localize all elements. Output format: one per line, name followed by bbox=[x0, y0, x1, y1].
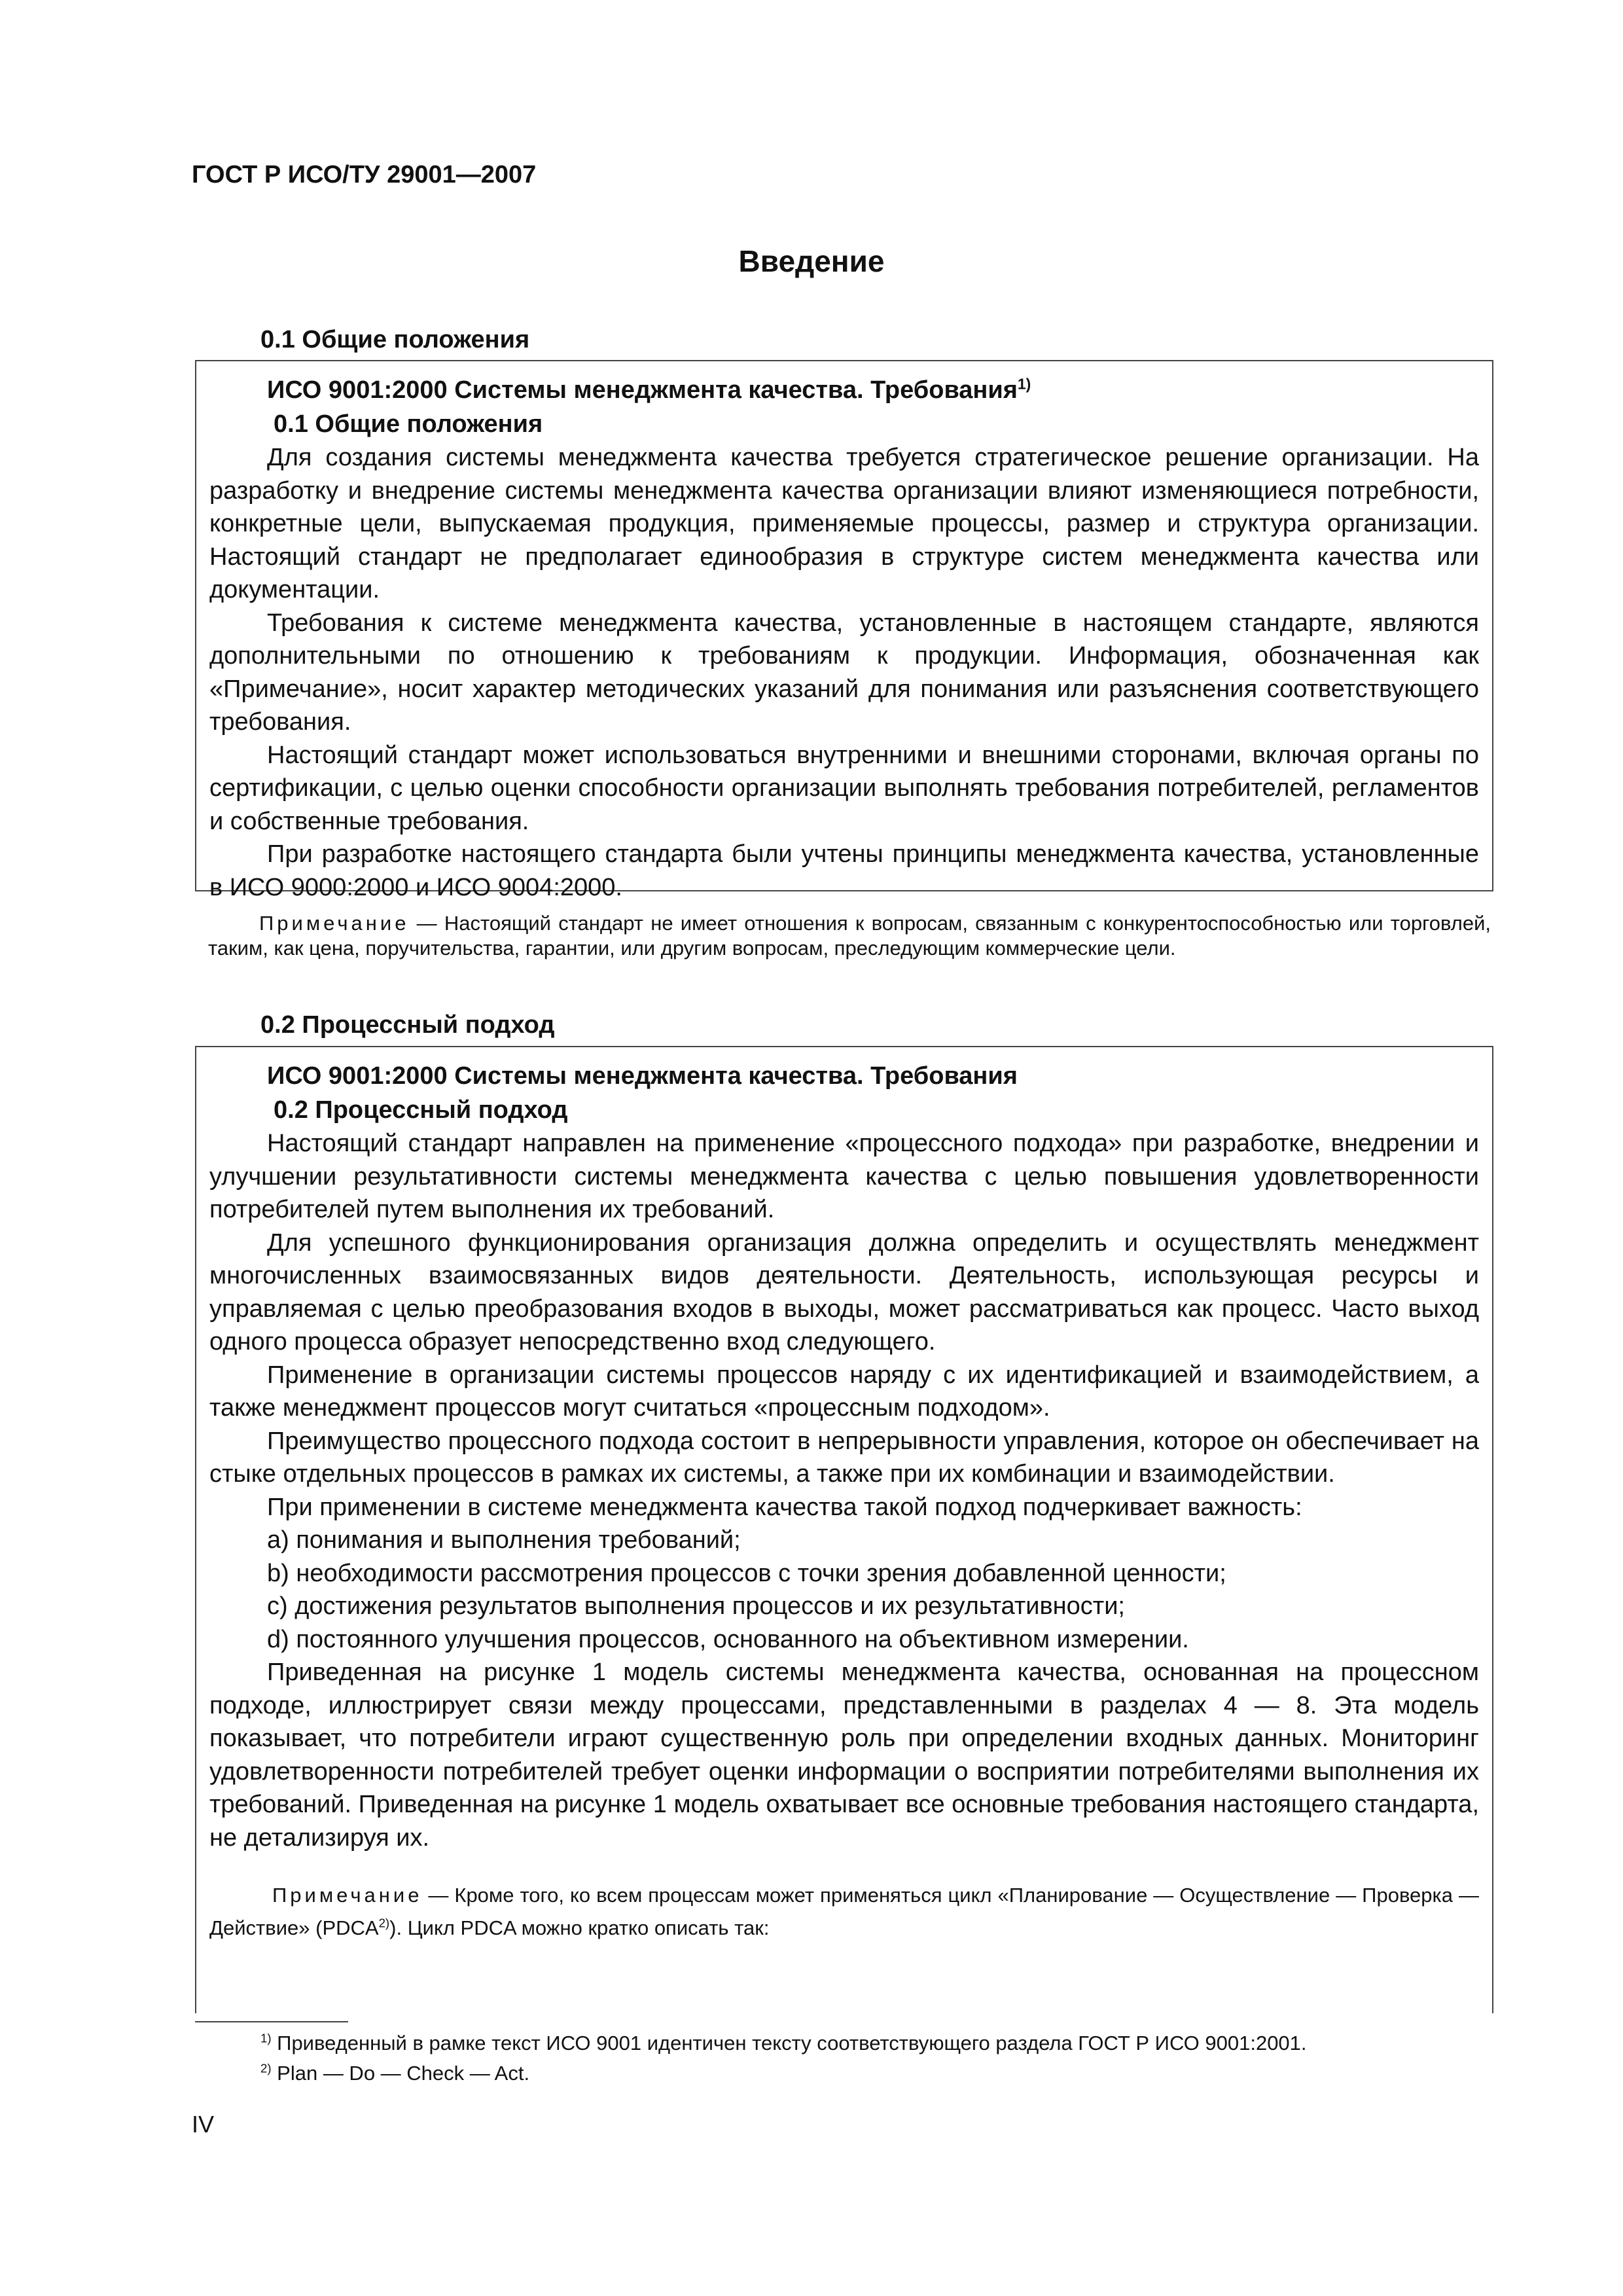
paragraph: Преимущество процессного подхода состоит в непрерывности управления, которое он обеспечивает на стыке отдельных процессов в рамках их системы, а также при их комбинации и взаимодействии. bbox=[209, 1427, 1479, 1488]
paragraph: Настоящий стандарт может использоваться внутренними и внешними сторонами, включая органы по сертификации, с целью оценки способности организации выполнять требования потребителей, регламентов и собственные требования. bbox=[209, 741, 1479, 835]
paragraph: Для успешного функционирования организация должна определить и осуществлять менеджмент многочисленных взаимосвязанных видов деятельности. Деятельность, использующая ресурсы и управляемая с целью преобразования входов в выходы, может рассматриваться как процесс. Часто выход одного процесса образует непосредственно вход следующего. bbox=[209, 1229, 1479, 1355]
box-title: ИСО 9001:2000 Системы менеджмента качества. Требования$^{1)}$ bbox=[267, 375, 1031, 404]
paragraph: При разработке настоящего стандарта были учтены принципы менеджмента качества, установленные в ИСО 9000:2000 и ИСО 9004:2000. bbox=[209, 840, 1479, 901]
footnote-divider bbox=[195, 2021, 348, 2022]
paragraph: Приведенная на рисунке 1 модель системы менеджмента качества, основанная на процессном подходе, иллюстрирует связи между процессами, представленными в разделах 4 — 8. Эта модель показывает, что потребители играют существенную роль при определении входных данных. Мониторинг удовлетворенности потребителей требует оценки информации о восприятии потребителями выполнения их требований. Приведенная на рисунке 1 модель охватывает все основные требования настоящего стандарта, не детализируя их. bbox=[209, 1659, 1479, 1852]
quote-box-0-2 bbox=[195, 1046, 1493, 2013]
paragraph: При применении в системе менеджмента качества такой подход подчеркивает важность: bbox=[267, 1493, 1302, 1521]
note-0-2: Примечание — Кроме того, ко всем процессам может применяться цикл «Планирование — Осуществление — Проверка — Действие» (PDCA$^{2)}$). Цикл PDCA можно кратко описать так: bbox=[209, 1884, 1479, 1939]
footnote-ref-1: 1) bbox=[1017, 375, 1031, 393]
note-label: Примечание bbox=[259, 912, 410, 935]
paragraph: Применение в организации системы процессов наряду с их идентификацией и взаимодействием, а также менеджмент процессов могут считаться «процессным подходом». bbox=[209, 1361, 1479, 1422]
section-heading-0-2: 0.2 Процессный подход bbox=[260, 1011, 555, 1039]
list-item: d) постоянного улучшения процессов, основанного на объективном измерении. bbox=[267, 1625, 1189, 1653]
note-0-1: Примечание — Настоящий стандарт не имеет отношения к вопросам, связанным с конкурентоспособностью или торговлей, таким, как цена, поручительства, гарантии, или другим вопросам, преследующим коммерческие цели. bbox=[208, 912, 1491, 960]
box-subtitle: 0.1 Общие положения bbox=[274, 410, 543, 438]
page-title: Введение bbox=[738, 244, 885, 278]
document-id: ГОСТ Р ИСО/ТУ 29001—2007 bbox=[192, 161, 537, 188]
quote-box-0-1 bbox=[195, 360, 1493, 901]
list-item: c) достижения результатов выполнения процессов и их результативности; bbox=[267, 1592, 1125, 1620]
list-item: b) необходимости рассмотрения процессов с точки зрения добавленной ценности; bbox=[267, 1559, 1226, 1587]
box-title: ИСО 9001:2000 Системы менеджмента качества. Требования bbox=[267, 1062, 1018, 1090]
paragraph: Для создания системы менеджмента качества требуется стратегическое решение организации. На разработку и внедрение системы менеджмента качества организации влияют изменяющиеся потребности, конкретные цели, выпускаемая продукция, применяемые процессы, размер и структура организации. Настоящий стандарт не предполагает единообразия в структуре систем менеджмента качества или документации. bbox=[209, 444, 1479, 603]
footnote-ref-2: 2) bbox=[378, 1916, 390, 1930]
page-number: IV bbox=[192, 2111, 215, 2138]
footnote-2: $^{2)}$ Plan — Do — Check — Act. bbox=[260, 2061, 530, 2085]
list-item: a) понимания и выполнения требований; bbox=[267, 1526, 741, 1554]
footnote-1: $^{1)}$ Приведенный в рамке текст ИСО 9001 идентичен тексту соответствующего раздела ГОСТ Р ИСО 9001:2001. bbox=[260, 2031, 1307, 2054]
paragraph: Настоящий стандарт направлен на применение «процессного подхода» при разработке, внедрении и улучшении результативности системы менеджмента качества с целью повышения удовлетворенности потребителей путем выполнения их требований. bbox=[209, 1130, 1479, 1223]
paragraph: Требования к системе менеджмента качества, установленные в настоящем стандарте, являются дополнительными по отношению к требованиям к продукции. Информация, обозначенная как «Примечание», носит характер методических указаний для понимания или разъяснения соответствующего требования. bbox=[209, 609, 1479, 736]
box-subtitle: 0.2 Процессный подход bbox=[274, 1096, 568, 1124]
note-label: Примечание bbox=[272, 1884, 423, 1907]
section-heading-0-1: 0.1 Общие положения bbox=[260, 326, 530, 353]
